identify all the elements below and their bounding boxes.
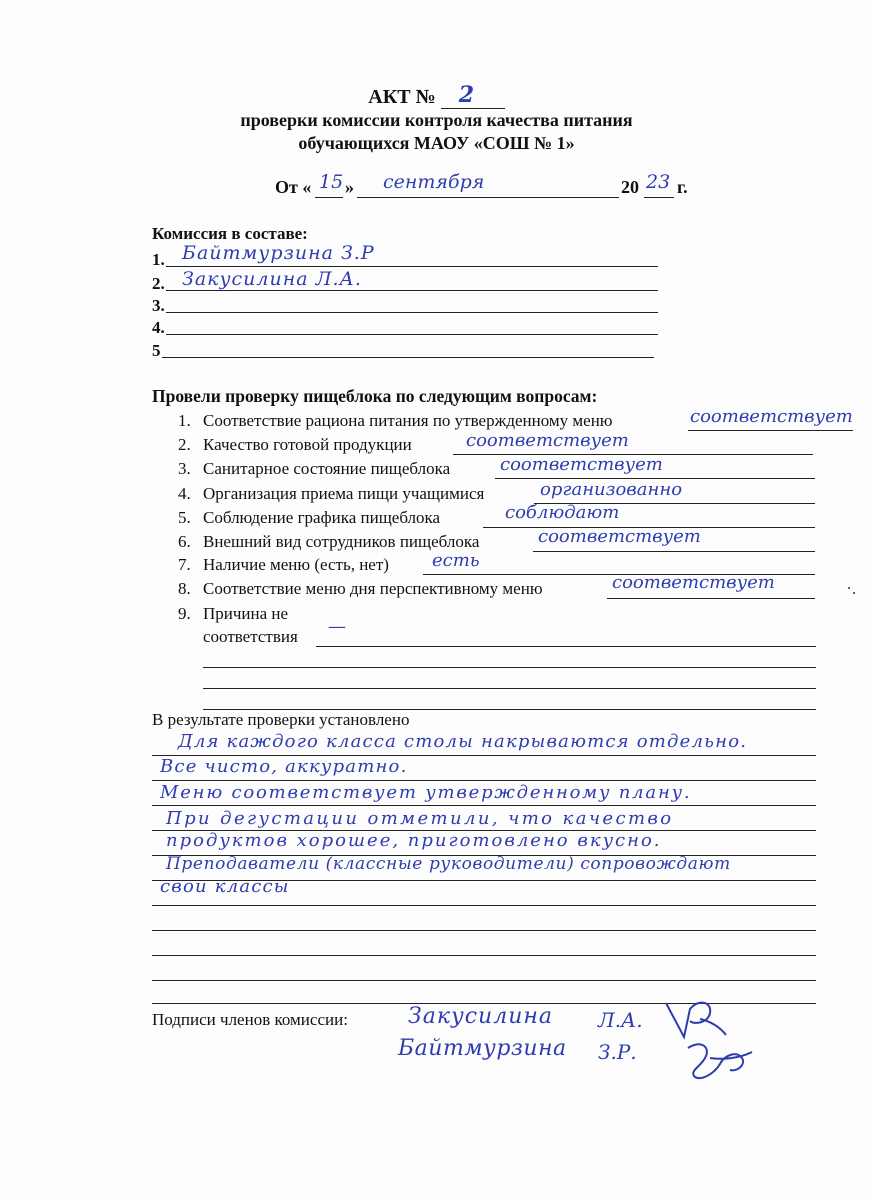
check-item-answer: соответствует: [466, 430, 629, 451]
result-line: Преподаватели (классные руководители) сопровождают: [166, 854, 731, 874]
member-num: 5: [152, 341, 161, 360]
check-item-num: 2.: [178, 435, 191, 454]
member-num: 1.: [152, 250, 165, 269]
check-item-label: Соответствие меню дня перспективному меню: [203, 579, 543, 598]
scan-mark: [846, 585, 860, 597]
act-number: 2: [458, 82, 474, 108]
check-heading: Провели проверку пищеблока по следующим вопросам:: [152, 386, 598, 406]
date-year-prefix: 20: [621, 177, 639, 197]
check-item-label: Качество готовой продукции: [203, 435, 412, 454]
check-item-answer: соответствует: [538, 526, 701, 547]
check-item-answer: есть: [432, 550, 480, 571]
check-item-answer: соответствует: [500, 454, 663, 475]
title-line-1: проверки комиссии контроля качества питания: [240, 110, 633, 130]
commission-heading: Комиссия в составе:: [152, 224, 308, 243]
member-name: Байтмурзина З.Р: [182, 242, 375, 264]
check-item-num: 1.: [178, 411, 191, 430]
result-line: При дегустации отметили, что качество: [166, 808, 674, 829]
result-line: Все чисто, аккуратно.: [160, 756, 408, 777]
result-line: Для каждого класса столы накрываются отдельно.: [178, 731, 748, 752]
check-item-label: Наличие меню (есть, нет): [203, 555, 389, 574]
check-item-answer: соблюдают: [505, 502, 620, 523]
result-line: свои классы: [160, 876, 290, 897]
check-item-answer: соответствует: [612, 572, 775, 593]
check-item-num: 8.: [178, 579, 191, 598]
check-item-num: 6.: [178, 532, 191, 551]
check-item-label: Внешний вид сотрудников пищеблока: [203, 532, 480, 551]
result-line: Меню соответствует утвержденному плану.: [160, 782, 692, 803]
result-heading: В результате проверки установлено: [152, 710, 410, 729]
check-item-num: 9.: [178, 604, 191, 623]
check-item-label: Организация приема пищи учащимися: [203, 484, 485, 503]
signatures-label: Подписи членов комиссии:: [152, 1010, 348, 1029]
check-item-label-cont: соответствия: [203, 627, 298, 646]
signature-name: Байтмурзина: [398, 1036, 567, 1061]
member-num: 2.: [152, 274, 165, 293]
act-title-row: [0, 82, 873, 109]
date-row: [275, 171, 705, 205]
check-item-answer: —: [328, 616, 346, 637]
title-line-2: обучающихся МАОУ «СОШ № 1»: [298, 133, 575, 153]
date-year-end: г.: [677, 177, 688, 197]
check-item-answer: соответствует: [690, 406, 853, 427]
check-item-label: Соблюдение графика пищеблока: [203, 508, 441, 527]
date-mid: »: [345, 177, 354, 197]
signature-name: Закусилина: [408, 1004, 553, 1029]
date-day: 15: [319, 171, 344, 193]
date-month: сентября: [383, 171, 485, 193]
check-item-label: Соответствие рациона питания по утвержденному меню: [203, 411, 613, 430]
member-num: 3.: [152, 296, 165, 315]
result-line: продуктов хорошее, приготовлено вкусно.: [166, 830, 662, 851]
check-item-num: 7.: [178, 555, 191, 574]
date-prefix: От «: [275, 177, 312, 197]
check-item-label: Причина не: [203, 604, 289, 623]
member-num: 4.: [152, 318, 165, 337]
check-item-num: 3.: [178, 459, 191, 478]
check-item-label: Санитарное состояние пищеблока: [203, 459, 451, 478]
date-year-suffix: 23: [646, 171, 671, 193]
act-label: АКТ №: [368, 86, 436, 108]
check-item-answer: организованно: [540, 479, 683, 500]
signature-initials: Л.А.: [598, 1008, 643, 1032]
member-name: Закусилина Л.А.: [182, 268, 362, 290]
check-item-num: 5.: [178, 508, 191, 527]
check-item-num: 4.: [178, 484, 191, 503]
signature-mark: [680, 1036, 760, 1086]
signature-initials: З.Р.: [598, 1040, 637, 1064]
